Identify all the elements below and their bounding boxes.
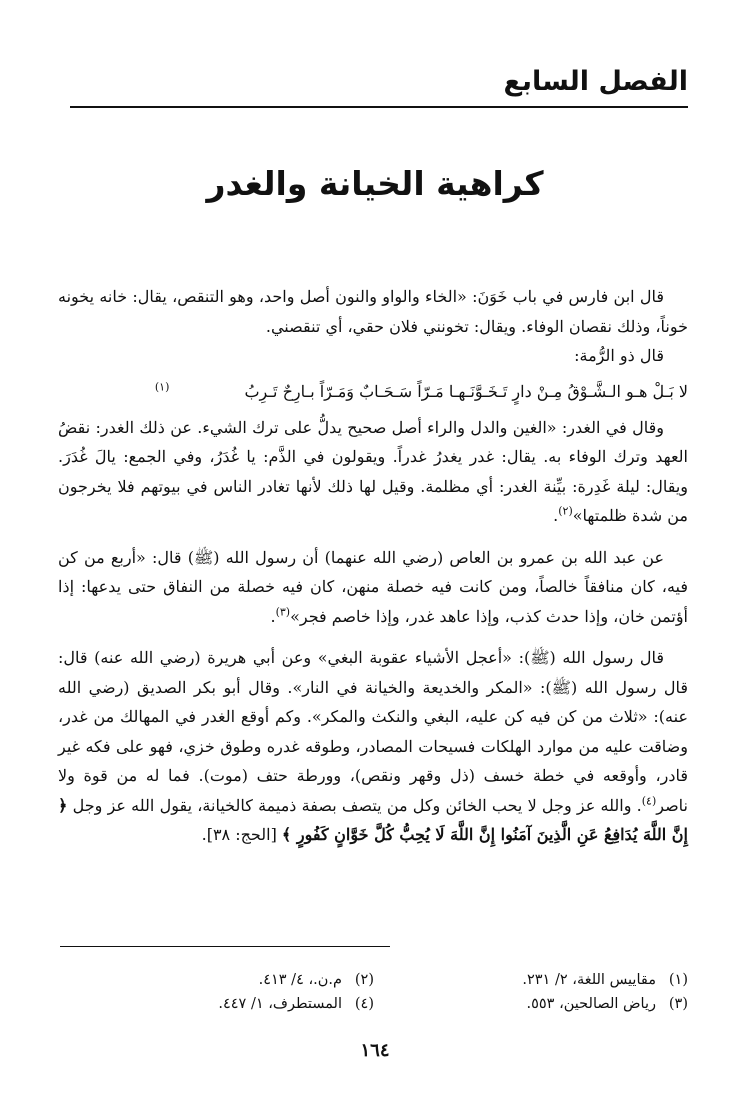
verse-first-hemistich: لا بَـلْ هـو الـشَّـوْقُ مِـنْ دارٍ تَـخَـوَّنَـهـا: [448, 381, 688, 401]
paragraph-hadith-text: عن عبد الله بن عمرو بن العاص (رضي الله عنهما) أن رسول الله (ﷺ) قال: «أربع من كن فيه، كان منافقاً خالصاً، ومن كانت فيه خصلة منهن، كان فيه خصلة من النفاق حتى يدعها: إذا أؤتمن خان، وإذا حدث كذب، وإذا عاهد غدر، وإذا خاصم فجر»: [58, 547, 688, 626]
poetry-verse: [58, 377, 688, 407]
footnote-item: [374, 968, 688, 992]
footnote-number: (٢): [354, 972, 374, 988]
footnote-ref-1: (١): [154, 380, 170, 394]
chapter-header: [70, 62, 688, 112]
footnote-number: (٣): [668, 996, 688, 1012]
footnote-number: (١): [668, 972, 688, 988]
paragraph-ghadr: وقال في الغدر: «الغين والدل والراء أصل صحيح يدلُّ على ترك الشيء. عن ذلك الغدر: نقضُ العهد وترك الوفاء به. يقال: غدر يغدرُ غدراً. ويقولون في الذَّم: يا غُدَرُ، وفي الجمع: يالَ غُدَرَ. ويقال: ليلة غَدِرة: بيِّنة الغدر: أي مظلمة. وقيل لها ذلك لأنها تغادر الناس في بيوتهم فلا يخرجون من شدة ظلمتها»$^{(٢)}$.: [58, 417, 688, 525]
footnote-text: المستطرف، ١/ ٤٤٧.: [218, 996, 342, 1012]
paragraph-sayings: [58, 643, 688, 850]
paragraph-sayings-text: قال رسول الله (ﷺ): «أعجل الأشياء عقوبة البغي» وعن أبي هريرة (رضي الله عنه) قال: قال رسول الله (ﷺ): «المكر والخديعة والخيانة في النار». وقال أبو بكر الصديق (رضي الله عنه): «ثلاث من كن فيه كن عليه، البغي والنكث والمكر». وكم أوقع الغدر في المهالك من غدر، وضاقت عليه من موارد الهلكات فسيحات المصادر، وطوقه غدره وطوق خزي، فهو على فكه غير قادر، وأوقعه في خطة خسف (ذل وقهر ونقص)، وورطة حتف (موت). فما له من قوة ولا ناصر: [58, 648, 688, 815]
footnote-text: م.ن.، ٤/ ٤١٣.: [258, 972, 342, 988]
footnote-item: [60, 992, 374, 1016]
quran-verse: ﴿ إِنَّ اللَّهَ يُدَافِعُ عَنِ الَّذِينَ آمَنُوا إِنَّ اللَّهَ لَا يُحِبُّ كُلَّ خَوَّانٍ كَفُورٍ ﴾: [58, 795, 688, 844]
paragraph-ibn-faris: قال ابن فارس في باب خَوَنَ: «الخاء والواو والنون أصل واحد، وهو التنقص، يقال: خانه يخونه خوناً، وذلك نقصان الوفاء. ويقال: تخونني فلان حقي، أي تنقصني.: [58, 287, 688, 336]
footnote-text: رياض الصالحين، ٥٥٣.: [526, 996, 656, 1012]
page-number: ١٦٤: [360, 1040, 390, 1061]
footnote-ref-3: (٣): [275, 605, 291, 619]
footnote-item: [60, 968, 374, 992]
footnote-number: (٤): [354, 996, 374, 1012]
chapter-title: الفصل السابع: [503, 66, 688, 97]
footnote-item: [374, 992, 688, 1016]
footnote-divider: [60, 946, 390, 947]
paragraph-dhu-rumma: قال ذو الرُّمة:: [574, 346, 664, 365]
body-text: [58, 282, 688, 850]
footnote-text: مقاييس اللغة، ٢/ ٢٣١.: [522, 972, 656, 988]
quran-reference: [الحج: ٣٨].: [201, 825, 277, 844]
paragraph-sayings-cont: . والله عز وجل لا يحب الخائن وكل من يتصف بصفة ذميمة كالخيانة، يقول الله عز وجل: [72, 795, 642, 815]
paragraph-ghadr-text: وقال في الغدر: «الغين والدل والراء أصل صحيح يدلُّ على ترك الشيء. عن ذلك الغدر: نقضُ العهد وترك الوفاء به. يقال: غدر يغدرُ غدراً. ويقولون في الذَّم: يا غُدَرُ، وفي الجمع: يالَ غُدَرَ. ويقال: ليلة غَدِرة: بيِّنة الغدر: أي مظلمة. وقيل لها ذلك لأنها تغادر الناس في بيوتهم فلا يخرجون من شدة ظلمتها»: [58, 417, 688, 525]
page-title: كراهية الخيانة والغدر: [206, 164, 544, 203]
footnotes: [60, 968, 688, 1016]
footnote-ref-2: (٢): [558, 504, 573, 518]
paragraph-hadith: عن عبد الله بن عمرو بن العاص (رضي الله عنهما) أن رسول الله (ﷺ) قال: «أربع من كن فيه، كان منافقاً خالصاً، ومن كانت فيه خصلة منهن، كان فيه خصلة من النفاق حتى يدعها: إذا أؤتمن خان، وإذا حدث كذب، وإذا عاهد غدر، وإذا خاصم فجر»$^{(٣)}$.: [58, 547, 688, 626]
footnote-ref-4: (٤): [641, 794, 657, 808]
chapter-rule: [70, 106, 688, 108]
verse-second-hemistich: مَـرّاً سَـحَـابٌ وَمَـرّاً بـارِحٌ تَـرِبُ: [244, 381, 444, 401]
